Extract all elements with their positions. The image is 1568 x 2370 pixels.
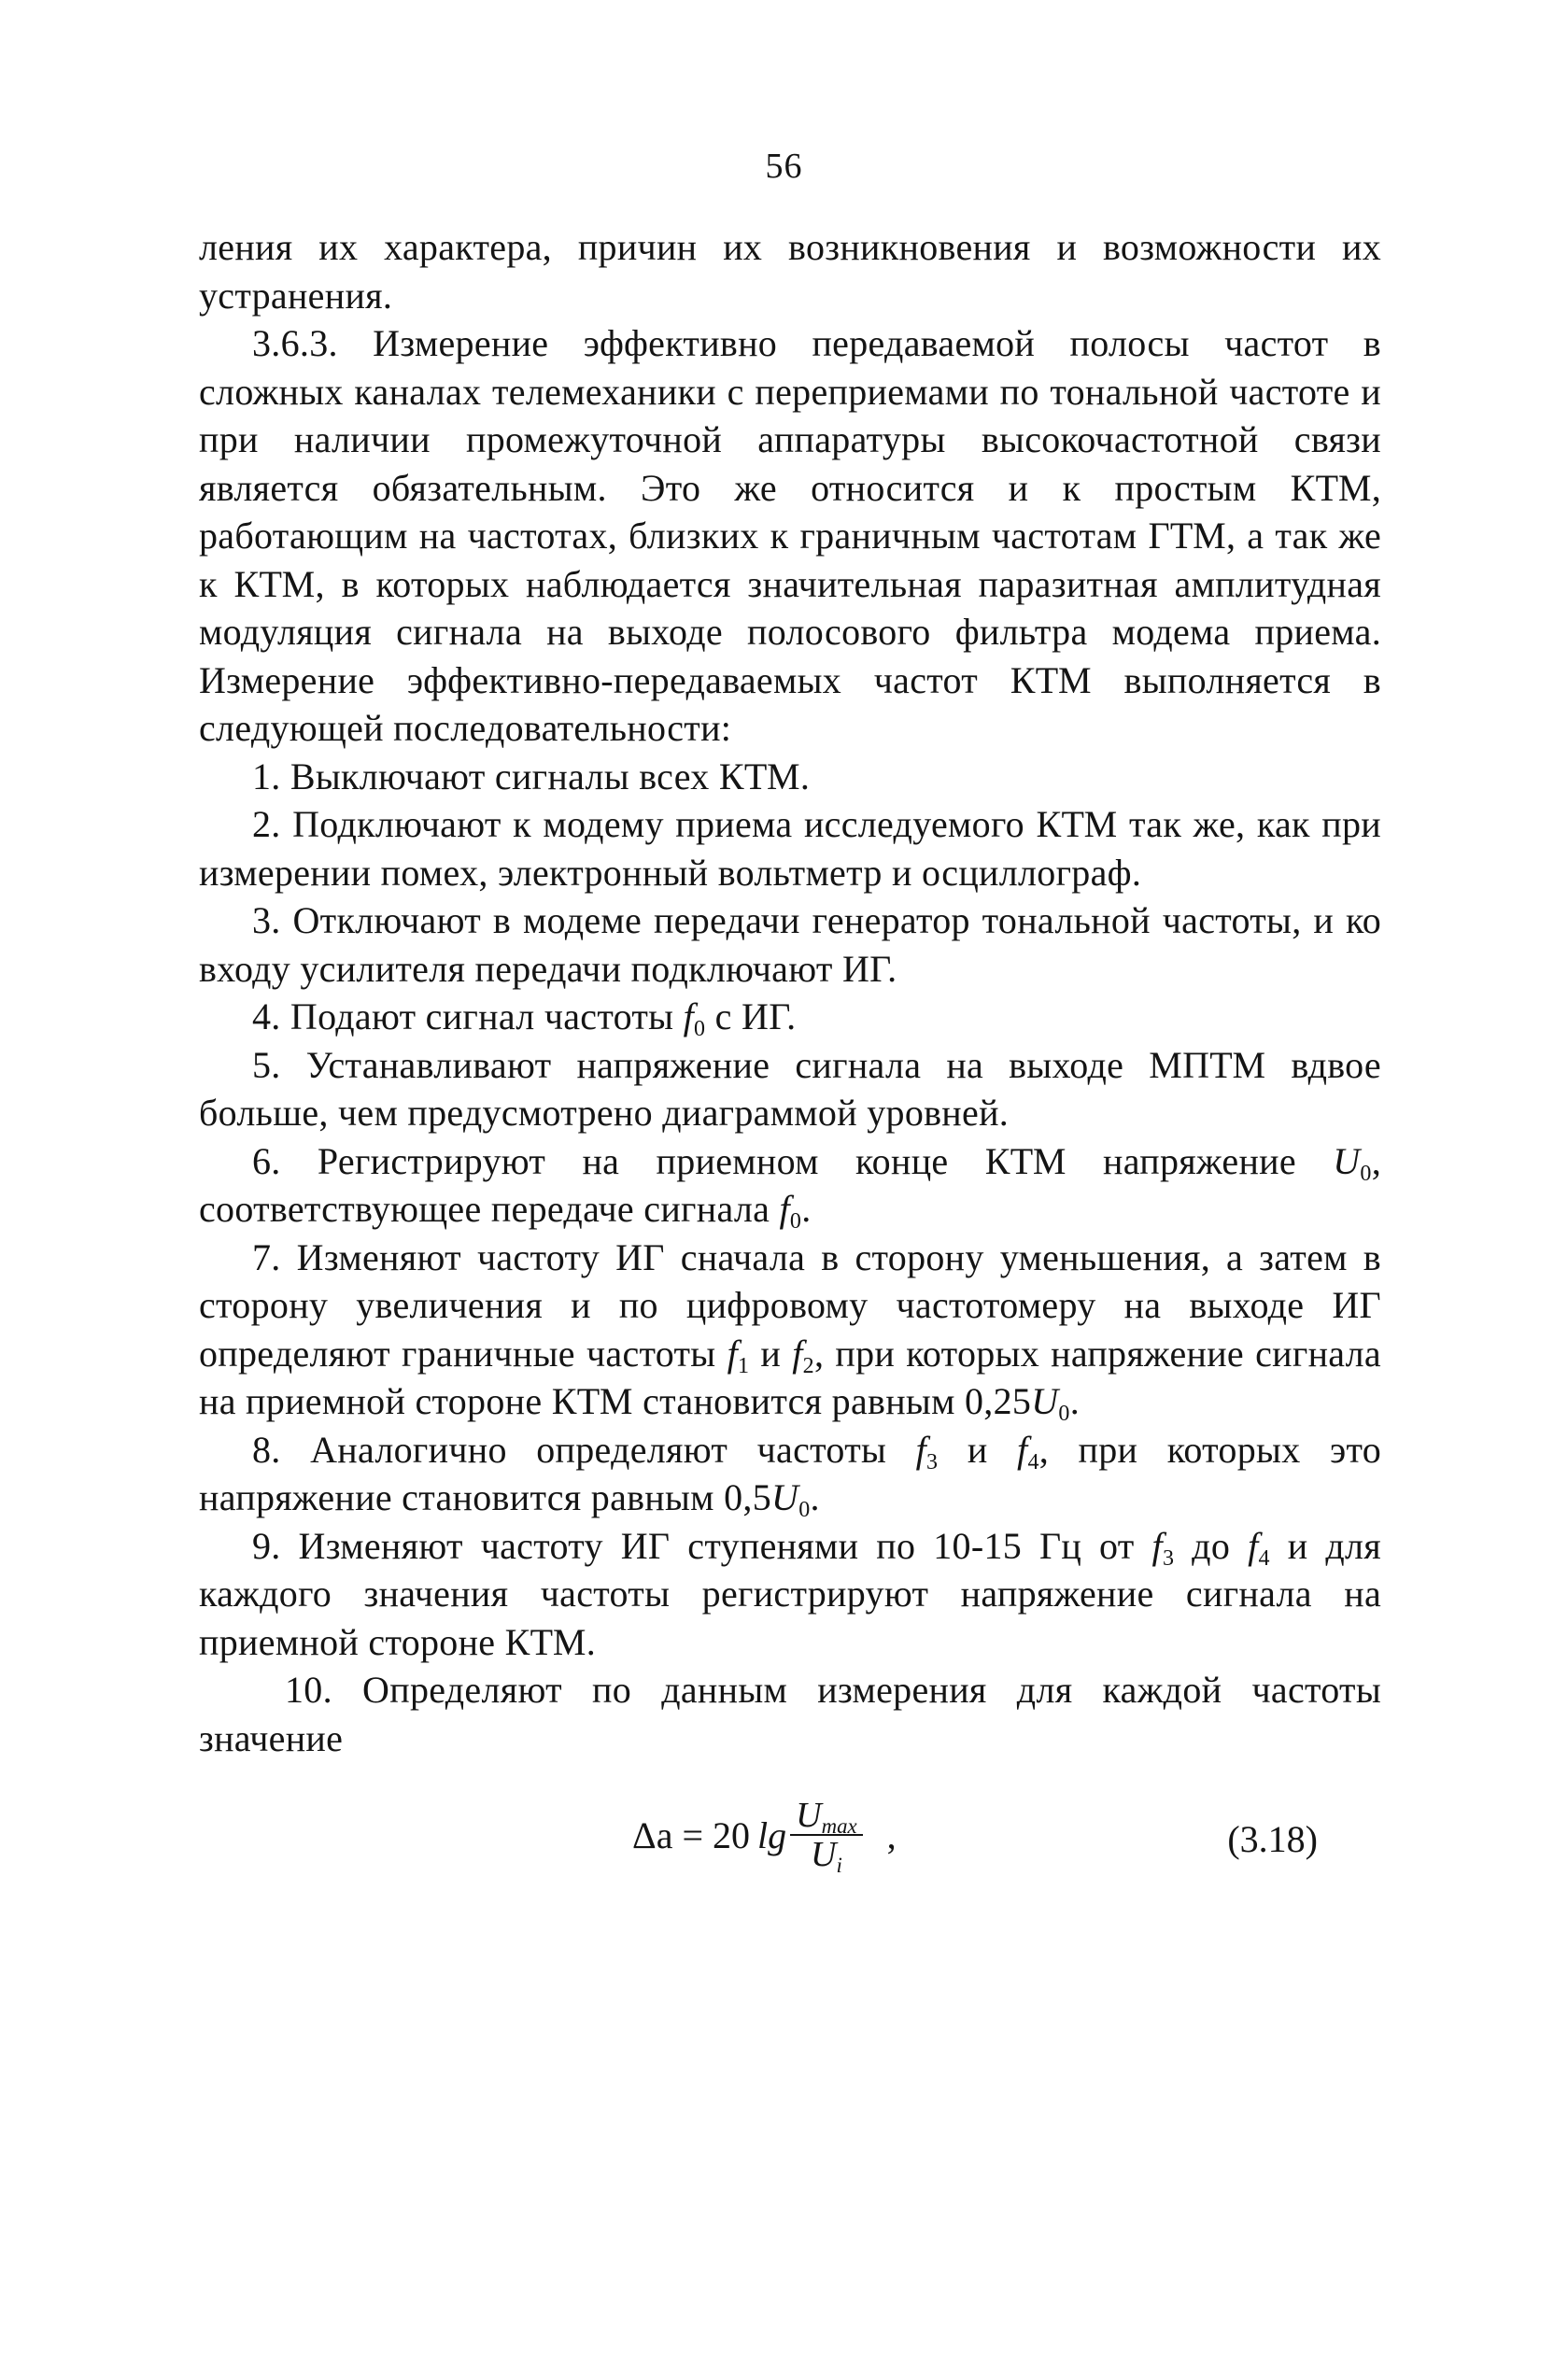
list-item-step-7: 7. Изменяют частоту ИГ сначала в сторону уменьшения, а затем в сторону увеличения и по цифровому частотомеру на выходе ИГ определяют граничные частоты $f_1$ и $f_2$, при которых напряжение сигнала на приемной стороне КТМ становится равным $0,25U_0$. — [199, 1235, 1381, 1427]
list-item-step-4: 4. Подают сигнал частоты $f_0$ с ИГ. — [252, 995, 797, 1042]
formula-equals: = — [682, 1813, 704, 1856]
list-item-step-8: 8. Аналогично определяют частоты $f_3$ и $f_4$, при которых это напряжение становится равным $0,5U_0$. — [199, 1428, 1381, 1523]
list-item-step-10: 10. Определяют по данным измерения для каждой частоты значение — [199, 1669, 1381, 1759]
list-item-step-6: 6. Регистрируют на приемном конце КТМ напряжение $U_0$, соответствующее передаче сигнала $f_0$. — [199, 1139, 1381, 1234]
formula-lhs: Δa — [632, 1813, 673, 1856]
paragraph-section-3-6-3: 3.6.3. Измерение эффективно передаваемой полосы частот в сложных каналах телемеханики с переприемами по тональной частоте и при наличии промежуточной аппаратуры высокочастотной связи является обязательным. Это же относится и к простым КТМ, работающим на частотах, близких к граничным частотам ГТМ, а так же к КТМ, в которых наблюдается значительная паразитная амплитудная модуляция сигнала на выходе полосового фильтра модема приема. Измерение эффективно-передаваемых частот КТМ выполняется в следующей последовательности: — [199, 322, 1381, 749]
equation-3-18 — [199, 1774, 1381, 1877]
formula-comma: , — [886, 1813, 897, 1856]
formula-coefficient: 20 — [713, 1813, 751, 1856]
page-number: 56 — [765, 147, 803, 186]
list-item-step-9: 9. Изменяют частоту ИГ ступенями по 10-15 Гц от $f_3$ до $f_4$ и для каждого значения частоты регистрируют напряжение сигнала на приемной стороне КТМ. — [199, 1524, 1381, 1663]
formula-log: lg — [757, 1813, 787, 1856]
formula-numerator: $U_{max}$ — [790, 1797, 862, 1836]
list-item-step-3: 3. Отключают в модеме передачи генератор тональной частоты, и ко входу усилителя передачи подключают ИГ. — [199, 899, 1381, 990]
equation-number: (3.18) — [1227, 1818, 1318, 1860]
formula — [632, 1796, 897, 1877]
list-item-step-5: 5. Устанавливают напряжение сигнала на выходе МПТМ вдвое больше, чем предусмотрено диаграммой уровней. — [199, 1043, 1381, 1134]
body-text — [199, 223, 1381, 1762]
paragraph-continuation: ления их характера, причин их возникновения и возможности их устранения. — [199, 226, 1381, 317]
list-item-step-2: 2. Подключают к модему приема исследуемого КТМ так же, как при измерении помех, электронный вольтметр и осциллограф. — [199, 803, 1381, 894]
formula-fraction — [790, 1796, 862, 1877]
formula-denominator: $U_i$ — [810, 1835, 842, 1877]
list-item-step-1: 1. Выключают сигналы всех КТМ. — [252, 755, 811, 797]
